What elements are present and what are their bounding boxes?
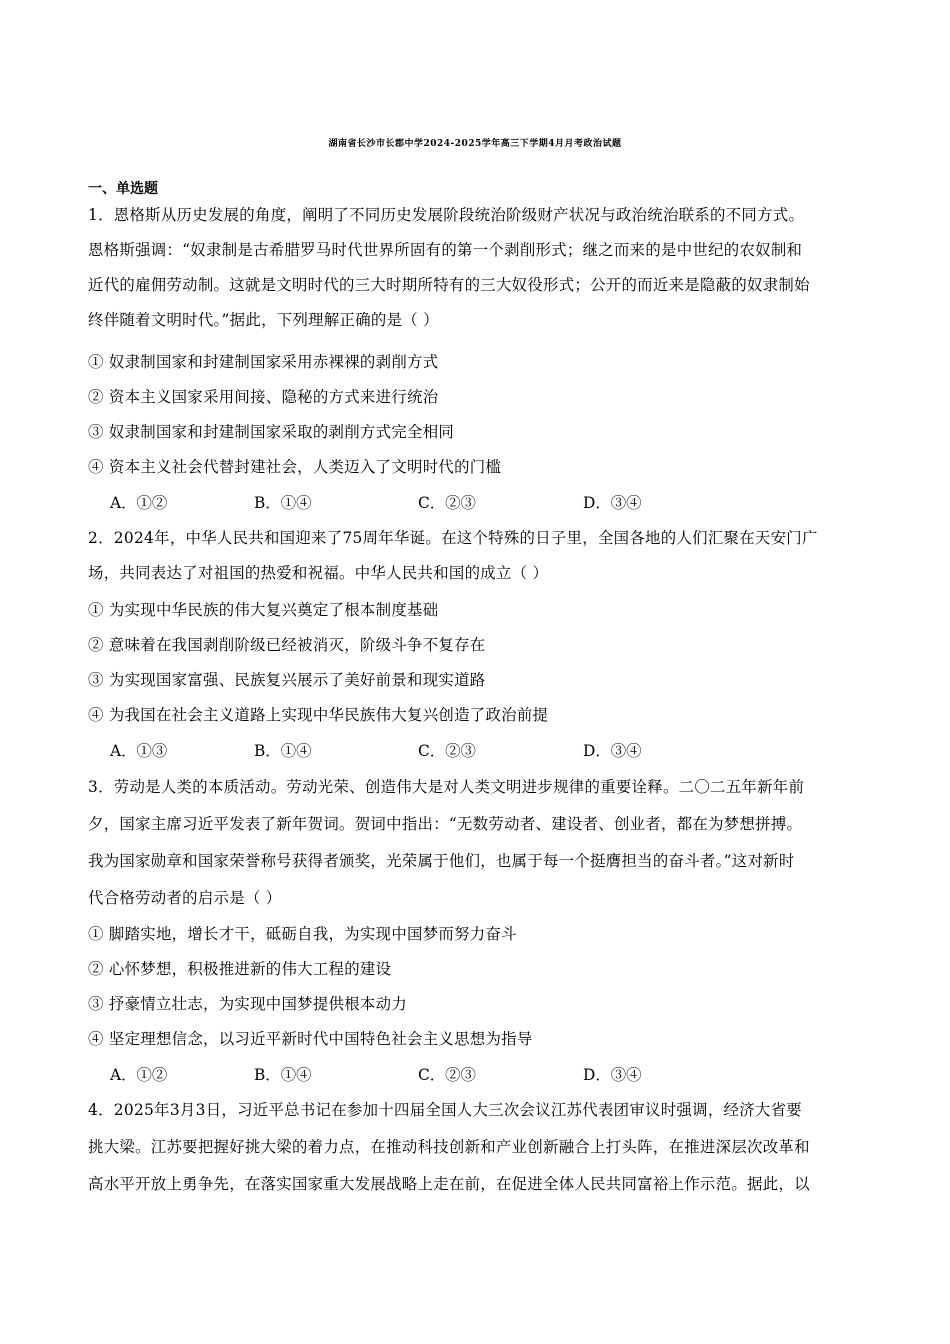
question-3-statement-1: ① 脚踏实地，增长才干，砥砺自我，为实现中国梦而努力奋斗 <box>88 925 517 943</box>
question-1-line-1: 1．恩格斯从历史发展的角度，阐明了不同历史发展阶段统治阶级财产状况与政治统治联系的不同方式。 <box>88 206 805 224</box>
question-1-option-a[interactable]: A．①② <box>110 494 168 512</box>
question-2-line-2: 场，共同表达了对祖国的热爱和祝福。中华人民共和国的成立（ ） <box>88 564 549 582</box>
question-1-line-4: 终伴随着文明时代。”据此，下列理解正确的是（ ） <box>88 311 439 329</box>
question-2-option-c[interactable]: C．②③ <box>418 742 476 760</box>
question-3-statement-2: ② 心怀梦想，积极推进新的伟大工程的建设 <box>88 960 392 978</box>
question-2-option-d[interactable]: D．③④ <box>583 742 642 760</box>
question-4-line-3: 高水平开放上勇争先，在落实国家重大发展战略上走在前，在促进全体人民共同富裕上作示范。据此，以 <box>88 1175 810 1193</box>
question-2-line-1: 2．2024年，中华人民共和国迎来了75周年华诞。在这个特殊的日子里，全国各地的人们汇聚在天安门广 <box>88 529 818 547</box>
question-2-option-a[interactable]: A．①③ <box>110 742 168 760</box>
question-3-line-3: 我为国家勋章和国家荣誉称号获得者颁奖，光荣属于他们，也属于每一个挺膺担当的奋斗者。”这对新时 <box>88 852 795 870</box>
question-1-option-d[interactable]: D．③④ <box>583 494 642 512</box>
question-1-line-2: 恩格斯强调：“奴隶制是古希腊罗马时代世界所固有的第一个剥削形式；继之而来的是中世纪的农奴制和 <box>88 241 803 259</box>
question-2-statement-3: ③ 为实现国家富强、民族复兴展示了美好前景和现实道路 <box>88 671 486 689</box>
question-4-line-2: 挑大梁。江苏要把握好挑大梁的着力点，在推动科技创新和产业创新融合上打头阵，在推进深层次改革和 <box>88 1138 810 1156</box>
question-2-statement-2: ② 意味着在我国剥削阶级已经被消灭，阶级斗争不复存在 <box>88 636 486 654</box>
document-title: 湖南省长沙市长郡中学2024-2025学年高三下学期4月月考政治试题 <box>328 139 622 149</box>
question-3-line-4: 代合格劳动者的启示是（ ） <box>88 889 282 907</box>
question-3-statement-4: ④ 坚定理想信念，以习近平新时代中国特色社会主义思想为指导 <box>88 1030 533 1048</box>
section-heading: 一、单选题 <box>88 181 158 197</box>
question-3-option-a[interactable]: A．①② <box>110 1066 168 1084</box>
question-1-statement-1: ① 奴隶制国家和封建制国家采用赤裸裸的剥削方式 <box>88 353 439 371</box>
question-3-option-c[interactable]: C．②③ <box>418 1066 476 1084</box>
question-3-option-d[interactable]: D．③④ <box>583 1066 642 1084</box>
question-3-statement-3: ③ 抒豪情立壮志，为实现中国梦提供根本动力 <box>88 995 408 1013</box>
question-1-option-c[interactable]: C．②③ <box>418 494 476 512</box>
question-2-statement-4: ④ 为我国在社会主义道路上实现中华民族伟大复兴创造了政治前提 <box>88 706 549 724</box>
question-2-option-b[interactable]: B．①④ <box>254 742 312 760</box>
question-1-statement-2: ② 资本主义国家采用间接、隐秘的方式来进行统治 <box>88 388 439 406</box>
question-3-line-1: 3．劳动是人类的本质活动。劳动光荣、创造伟大是对人类文明进步规律的重要诠释。二〇二五年新年前 <box>88 778 805 796</box>
question-1-statement-4: ④ 资本主义社会代替封建社会，人类迈入了文明时代的门槛 <box>88 458 502 476</box>
question-1-option-b[interactable]: B．①④ <box>254 494 312 512</box>
question-1-line-3: 近代的雇佣劳动制。这就是文明时代的三大时期所特有的三大奴役形式；公开的而近来是隐蔽的奴隶制始 <box>88 276 810 294</box>
question-2-statement-1: ① 为实现中华民族的伟大复兴奠定了根本制度基础 <box>88 601 439 619</box>
question-3-option-b[interactable]: B．①④ <box>254 1066 312 1084</box>
question-3-line-2: 夕，国家主席习近平发表了新年贺词。贺词中指出：“无数劳动者、建设者、创业者，都在为梦想拼搏。 <box>88 815 803 833</box>
question-1-statement-3: ③ 奴隶制国家和封建制国家采取的剥削方式完全相同 <box>88 423 455 441</box>
question-4-line-1: 4．2025年3月3日，习近平总书记在参加十四届全国人大三次会议江苏代表团审议时强调，经济大省要 <box>88 1101 802 1119</box>
